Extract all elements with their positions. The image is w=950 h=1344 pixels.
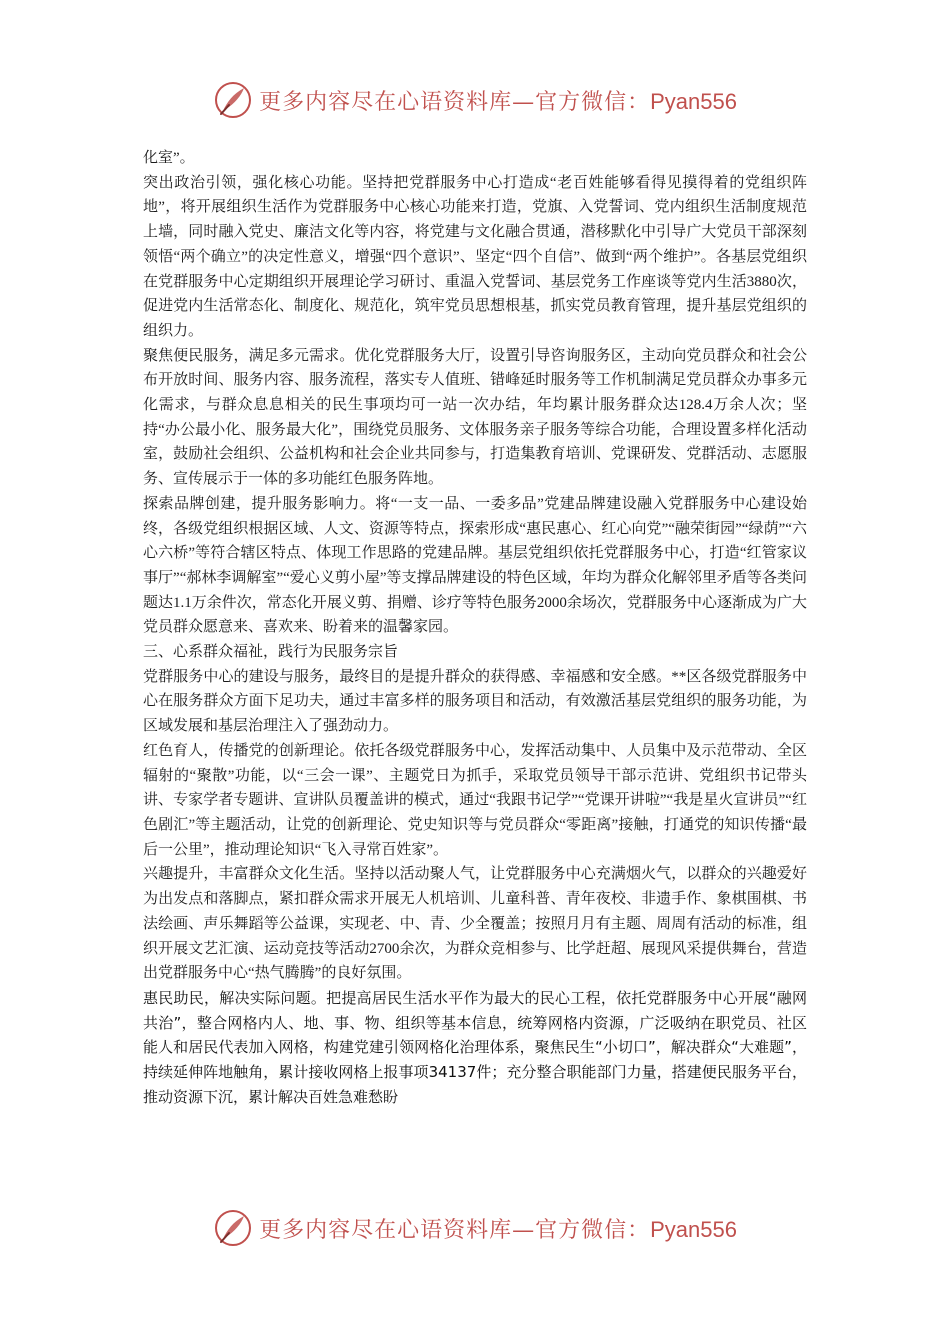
banner-wechat-id: Pyan556 [650, 88, 737, 114]
paragraph: 惠民助民，解决实际问题。把提高居民生活水平作为最大的民心工程，依托党群服务中心开展“融网共治”，整合网格内人、地、事、物、组织等基本信息，统筹网格内资源，广泛吸纳在职党员、社区能人和居民代表加入网格，构建党建引领网格化治理体系，聚焦民生“小切口”，解决群众“大难题”，持续延伸阵地触角，累计接收网格上报事项34137件；充分整合职能部门力量，搭建便民服务平台，推动资源下沉，累计解决百姓急难愁盼 [143, 988, 807, 1106]
banner-text: 更多内容尽在心语资料库—官方微信：Pyan556 [259, 88, 737, 115]
feather-pen-logo-icon [213, 80, 253, 120]
paragraph: 突出政治引领，强化核心功能。坚持把党群服务中心打造成“老百姓能够看得见摸得着的党组织阵地”，将开展组织生活作为党群服务中心核心功能来打造，党旗、入党誓词、党内组织生活制度规范上墙，同时融入党史、廉洁文化等内容，将党建与文化融合贯通，潜移默化中引导广大党员干部深刻领悟“两个确立”的决定性意义，增强“四个意识”、坚定“四个自信”、做到“两个维护”。各基层党组织在党群服务中心定期组织开展理论学习研讨、重温入党誓词、基层党务工作座谈等党内生活3880次，促进党内生活常态化、制度化、规范化，筑牢党员思想根基，抓实党员教育管理，提升基层党组织的组织力。 [143, 174, 807, 339]
paragraph: 探索品牌创建，提升服务影响力。将“一支一品、一委多品”党建品牌建设融入党群服务中心建设始终，各级党组织根据区域、人文、资源等特点，探索形成“惠民惠心、红心向党”“融荣街园”“绿荫”“六心六桥”等符合辖区特点、体现工作思路的党建品牌。基层党组织依托党群服务中心，打造“红管家议事厅”“郝林李调解室”“爱心义剪小屋”等支撑品牌建设的特色区域，年均为群众化解邻里矛盾等各类问题达1.1万余件次，常态化开展义剪、捐赠、诊疗等特色服务2000余场次，党群服务中心逐渐成为广大党员群众愿意来、喜欢来、盼着来的温馨家园。 [143, 495, 807, 636]
section-heading: 三、心系群众福祉，践行为民服务宗旨 [143, 644, 399, 661]
feather-pen-logo-icon [213, 1208, 253, 1248]
banner-text: 更多内容尽在心语资料库—官方微信：Pyan556 [259, 1216, 737, 1243]
header-watermark-banner [0, 76, 950, 124]
document-body [143, 146, 807, 1109]
paragraph: 兴趣提升，丰富群众文化生活。坚持以活动聚人气，让党群服务中心充满烟火气，以群众的兴趣爱好为出发点和落脚点，紧扣群众需求开展无人机培训、儿童科普、青年夜校、非遗手作、象棋围棋、书法绘画、声乐舞蹈等公益课，实现老、中、青、少全覆盖；按照月月有主题、周周有活动的标准，组织开展文艺汇演、运动竞技等活动2700余次，为群众竞相参与、比学赶超、展现风采提供舞台，营造出党群服务中心“热气腾腾”的良好氛围。 [143, 866, 807, 982]
footer-watermark-banner [0, 1204, 950, 1252]
paragraph: 化室”。 [143, 150, 195, 166]
paragraph: 红色育人，传播党的创新理论。依托各级党群服务中心，发挥活动集中、人员集中及示范带动、全区辐射的“聚散”功能，以“三会一课”、主题党日为抓手，采取党员领导干部示范讲、党组织书记带头讲、专家学者专题讲、宣讲队员覆盖讲的模式，通过“我跟书记学”“党课开讲啦”“我是星火宣讲员”“红色剧汇”等主题活动，让党的创新理论、党史知识等与党员群众“零距离”接触，打通党的知识传播“最后一公里”，推动理论知识“飞入寻常百姓家”。 [143, 742, 807, 858]
banner-wechat-id: Pyan556 [650, 1216, 737, 1242]
paragraph: 党群服务中心的建设与服务，最终目的是提升群众的获得感、幸福感和安全感。**区各级党群服务中心在服务群众方面下足功夫，通过丰富多样的服务项目和活动，有效激活基层党组织的服务功能，为区域发展和基层治理注入了强劲动力。 [143, 668, 807, 735]
paragraph: 聚焦便民服务，满足多元需求。优化党群服务大厅，设置引导咨询服务区，主动向党员群众和社会公布开放时间、服务内容、服务流程，落实专人值班、错峰延时服务等工作机制满足党员群众办事多元化需求，与群众息息相关的民生事项均可一站一次办结，年均累计服务群众达128.4万余人次；坚持“办公最小化、服务最大化”，围绕党员服务、文体服务亲子服务等综合功能，合理设置多样化活动室，鼓励社会组织、公益机构和社会企业共同参与，打造集教育培训、党课研发、党群活动、志愿服务、宣传展示于一体的多功能红色服务阵地。 [143, 347, 807, 488]
